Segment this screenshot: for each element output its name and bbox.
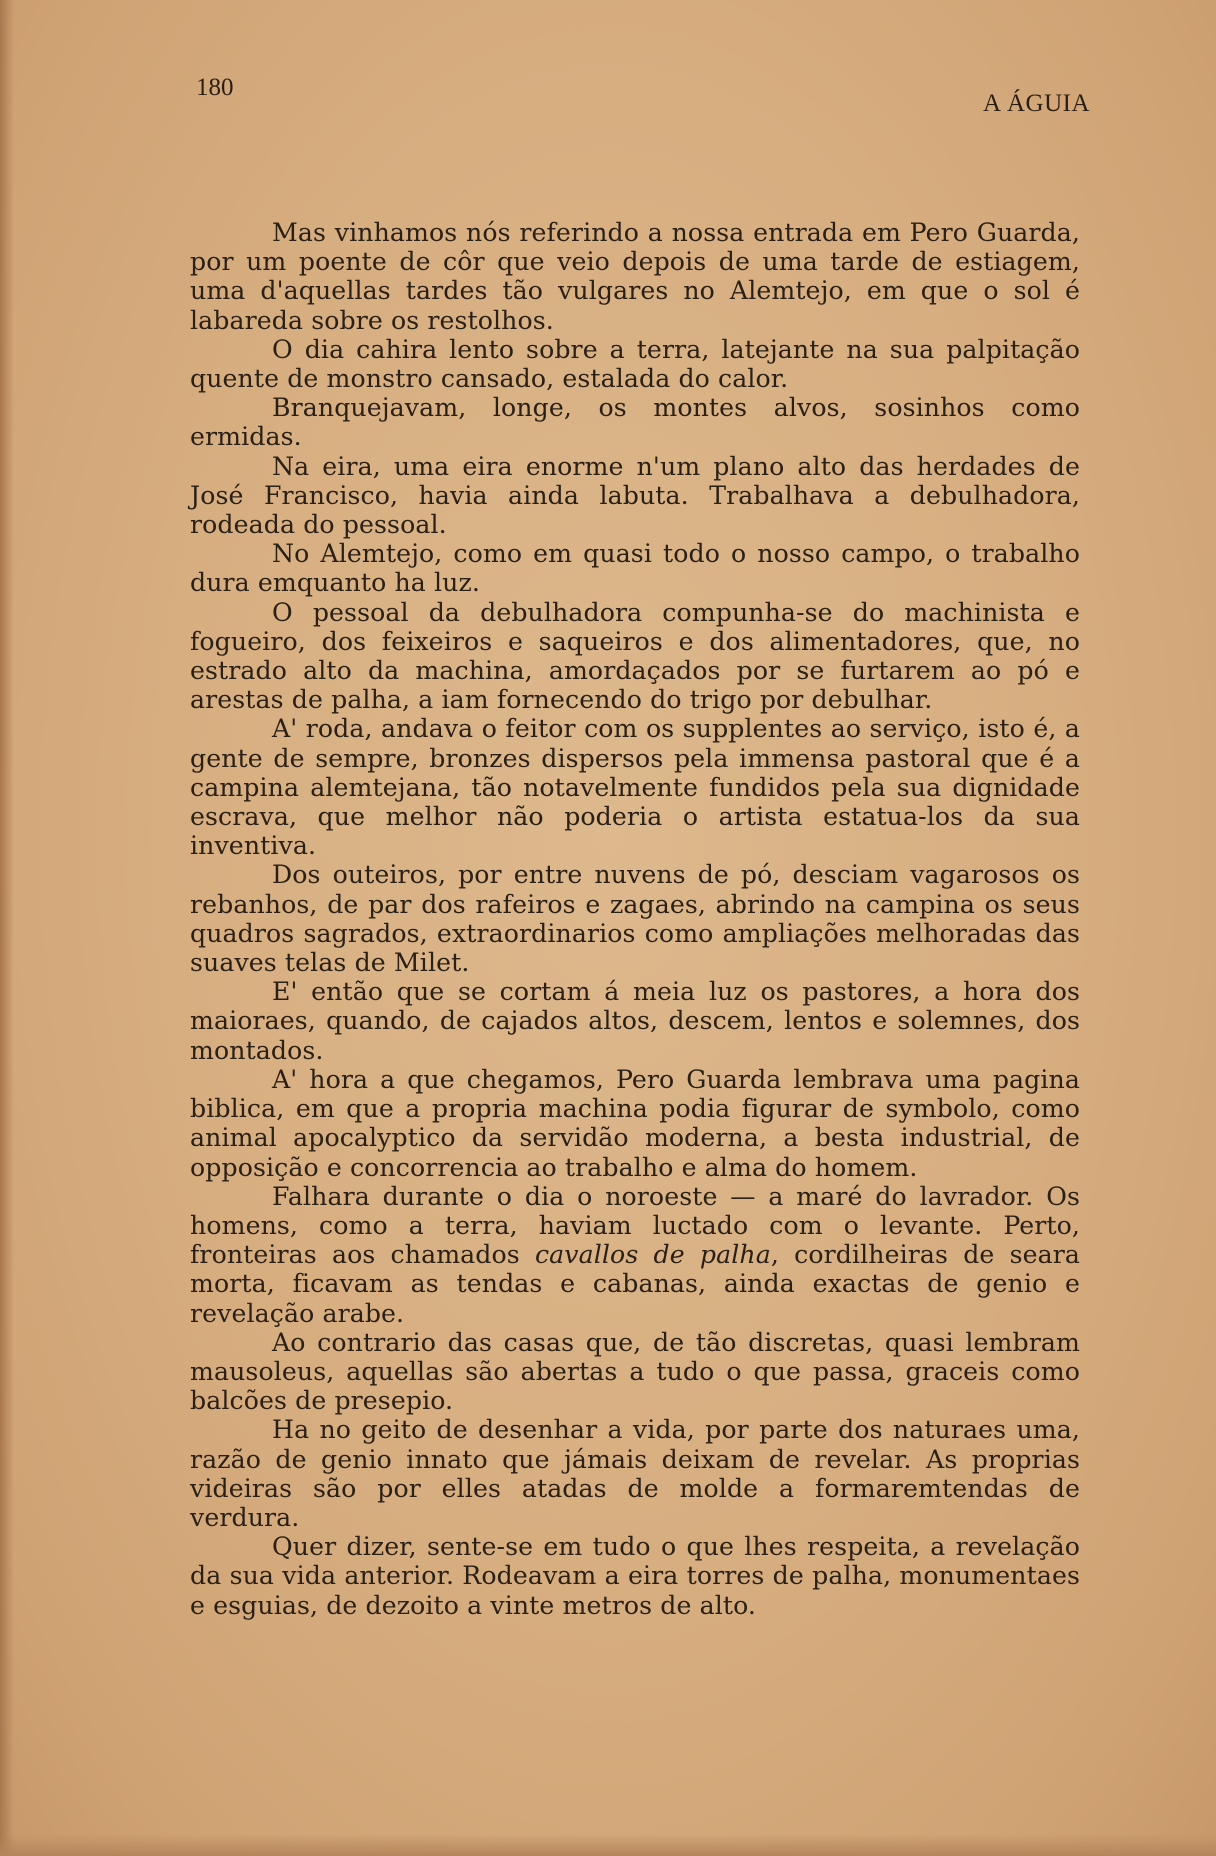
paragraph: No Alemtejo, como em quasi todo o nosso campo, o trabalho dura emquanto ha luz.: [190, 539, 1080, 598]
paragraph: Dos outeiros, por entre nuvens de pó, desciam vagarosos os rebanhos, de par dos rafeiros e zagaes, abrindo na campina os seus quadros sagrados, extraordinarios como ampliações melhoradas das suaves telas de Milet.: [190, 860, 1080, 978]
paragraph: Ao contrario das casas que, de tão discretas, quasi lembram mausoleus, aquellas são abertas a tudo o que passa, graceis como balcões de presepio.: [190, 1327, 1080, 1416]
paragraph: Mas vinhamos nós referindo a nossa entrada em Pero Guarda, por um poente de côr que veio depois de uma tarde de estiagem, uma d'aquellas tardes tão vulgares no Alemtejo, em que o sol é labareda sobre os restolhos.: [190, 218, 1080, 335]
paragraph: Branquejavam, longe, os montes alvos, sosinhos como ermidas.: [190, 393, 1080, 452]
paragraph: Na eira, uma eira enorme n'um plano alto das herdades de José Francisco, havia ainda labuta. Trabalhava a debulhadora, rodeada do pessoal.: [190, 451, 1080, 540]
paragraph: O pessoal da debulhadora compunha-se do machinista e fogueiro, dos feixeiros e saqueiros e dos alimentadores, que, no estrado alto da machina, amordaçados por se furtarem ao pó e arestas de palha, a iam fornecendo do trigo por debulhar.: [190, 597, 1080, 715]
paragraph: [190, 1182, 1080, 1328]
page-bottom-shadow: [0, 1834, 1216, 1856]
running-header: [196, 74, 1090, 117]
paragraph-text: Falhara durante o dia o noroeste — a maré do lavrador. Os homens, como a terra, haviam luctado com o levante. Perto, fronteiras aos chamados: [190, 1181, 1080, 1270]
page-edge-shadow: [0, 0, 14, 1856]
paragraph-text: , cordilheiras de seara morta, ficavam as tendas e cabanas, ainda exactas de genio e revelação arabe.: [190, 1240, 1080, 1328]
journal-title: A ÁGUIA: [983, 90, 1090, 117]
body-text: [190, 218, 1080, 1620]
paragraph: Quer dizer, sente-se em tudo o que lhes respeita, a revelação da sua vida anterior. Rodeavam a eira torres de palha, monumentaes e esguias, de dezoito a vinte metros de alto.: [190, 1532, 1080, 1620]
paragraph: E' então que se cortam á meia luz os pastores, a hora dos maioraes, quando, de cajados altos, descem, lentos e solemnes, dos montados.: [190, 977, 1080, 1065]
paragraph: A' hora a que chegamos, Pero Guarda lembrava uma pagina biblica, em que a propria machina podia figurar de symbolo, como animal apocalyptico da servidão moderna, a besta industrial, de opposição e concorrencia ao trabalho e alma do homem.: [190, 1064, 1080, 1182]
italic-phrase: cavallos de palha: [534, 1240, 771, 1270]
paragraph: Ha no geito de desenhar a vida, por parte dos naturaes uma, razão de genio innato que jámais deixam de revelar. As proprias videiras são por elles atadas de molde a formaremtendas de verdura.: [190, 1415, 1080, 1532]
paragraph: A' roda, andava o feitor com os supplentes ao serviço, isto é, a gente de sempre, bronzes dispersos pela immensa pastoral que é a campina alemtejana, tão notavelmente fundidos pela sua dignidade escrava, que melhor não poderia o artista estatua-los da sua inventiva.: [190, 714, 1080, 861]
paragraph: O dia cahira lento sobre a terra, latejante na sua palpitação quente de monstro cansado, estalada do calor.: [190, 334, 1080, 394]
page-number: 180: [196, 74, 234, 101]
